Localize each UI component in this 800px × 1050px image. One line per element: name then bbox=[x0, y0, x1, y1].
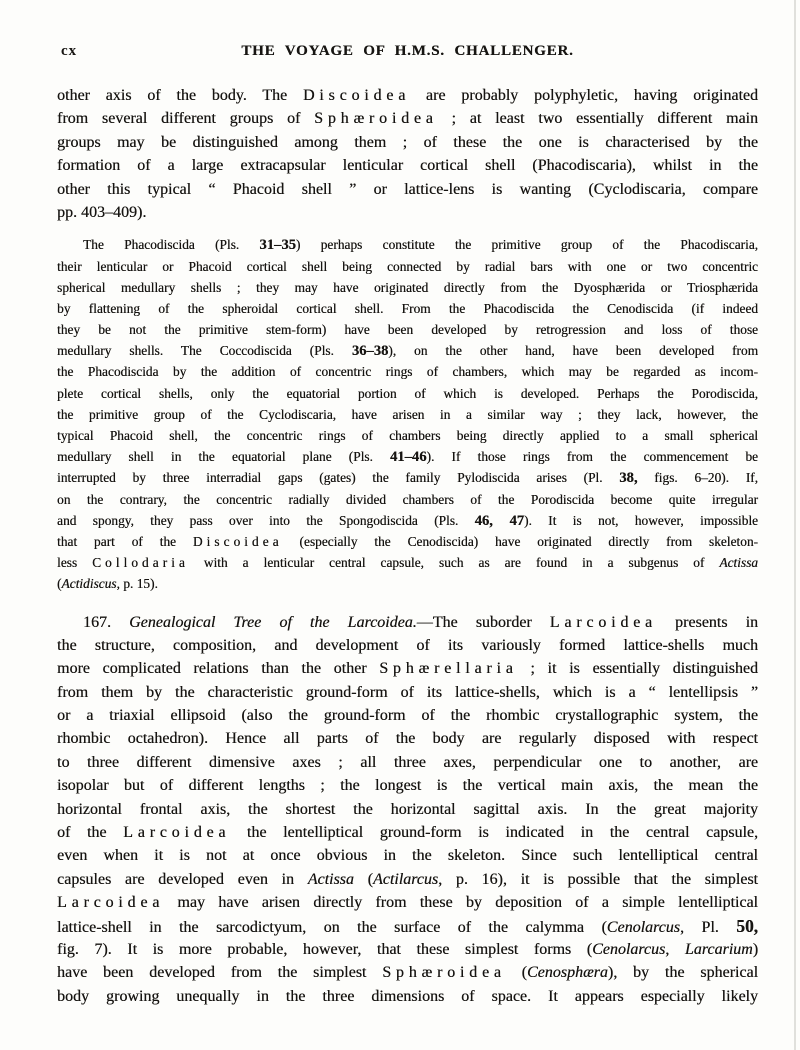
text-segment-spaced: Larcoidea bbox=[549, 613, 657, 631]
text-segment-bold: 46, 47 bbox=[474, 512, 525, 529]
text-line bbox=[57, 821, 758, 844]
text-segment: spherical medullary shells ; they may have originated directly from the Dyosphærida or Triosphærida bbox=[57, 279, 758, 295]
text-line bbox=[57, 868, 758, 891]
text-line bbox=[57, 425, 758, 446]
text-line bbox=[57, 340, 758, 361]
text-segment: and spongy, they pass over into the Spongodiscida (Pls. bbox=[57, 512, 475, 528]
text-segment: their lenticular or Phacoid cortical shell being connected by radial bars with one or two concentric bbox=[57, 258, 758, 274]
text-line bbox=[57, 657, 758, 680]
text-segment: ; it is essentially distinguished bbox=[517, 660, 759, 678]
text-segment: other this typical “ Phacoid shell ” or lattice-lens is wanting (Cyclodiscaria, compare bbox=[57, 180, 758, 198]
text-line bbox=[57, 467, 758, 488]
text-segment: fig. 7). It is more probable, however, that these simplest forms ( bbox=[57, 941, 593, 958]
text-segment-italic: Genealogical Tree of the Larcoidea. bbox=[129, 613, 417, 631]
text-segment-spaced: Discoidea bbox=[302, 87, 411, 104]
text-segment-italic: Cenolarcus bbox=[592, 941, 666, 958]
text-segment: the lentelliptical ground-form is indicated in the central capsule, bbox=[230, 824, 759, 842]
running-title: THE VOYAGE OF H.M.S. CHALLENGER. bbox=[241, 43, 574, 59]
text-segment: the structure, composition, and development of its variously formed lattice-shells much bbox=[57, 636, 758, 654]
text-segment: The Phacodiscida (Pls. bbox=[83, 237, 260, 253]
text-line bbox=[57, 844, 758, 867]
text-line bbox=[57, 154, 758, 177]
text-segment: of the bbox=[57, 824, 124, 842]
text-line bbox=[57, 277, 758, 298]
text-segment: ) bbox=[752, 941, 759, 958]
text-line bbox=[57, 510, 758, 531]
text-segment: ). It is not, however, impossible bbox=[524, 512, 758, 528]
text-line bbox=[57, 361, 758, 382]
paragraph bbox=[57, 611, 758, 1009]
text-segment-bold: 38, bbox=[619, 470, 638, 487]
text-line bbox=[57, 774, 758, 797]
paragraph bbox=[57, 84, 758, 224]
text-segment: from several different groups of bbox=[57, 110, 315, 128]
text-segment: rhombic octahedron). Hence all parts of the body are regularly disposed with respect bbox=[57, 730, 758, 748]
scan-edge-artifact bbox=[794, 0, 796, 1050]
text-segment: ) perhaps constitute the primitive group of the Phacodiscaria, bbox=[295, 237, 758, 253]
text-segment: are probably polyphyletic, having originated bbox=[410, 87, 758, 104]
text-segment: body growing unequally in the three dimensions of space. It appears especially likely bbox=[57, 987, 758, 1005]
text-segment: ), on the other hand, have been developed from bbox=[388, 343, 758, 359]
text-line bbox=[57, 938, 758, 961]
text-segment: they be not the primitive stem-form) have been developed by retrogression and loss of those bbox=[57, 322, 758, 338]
text-segment: to three different dimensive axes ; all three axes, perpendicular one to another, are bbox=[57, 753, 758, 771]
text-segment-bold: 41–46 bbox=[390, 449, 427, 466]
text-segment-italic: Actissa bbox=[307, 870, 354, 888]
text-line bbox=[57, 298, 758, 319]
text-segment-spaced: Sphæroidea bbox=[314, 110, 438, 128]
text-segment: medullary shells. The Coccodiscida (Pls. bbox=[57, 343, 352, 359]
text-segment: interrupted by three interradial gaps (gates) the family Pylodiscida arises (Pl. bbox=[57, 470, 620, 486]
text-segment: more complicated relations than the other bbox=[57, 660, 380, 678]
text-line bbox=[57, 727, 758, 750]
text-segment: , p. 15). bbox=[116, 576, 158, 592]
text-segment-bold: 31–35 bbox=[259, 237, 296, 254]
text-segment: plete cortical shells, only the equatorial portion of which is developed. Perhaps the Porodiscida, bbox=[57, 385, 758, 401]
text-segment: , bbox=[665, 941, 685, 958]
text-segment: ( bbox=[353, 870, 373, 888]
text-line bbox=[57, 131, 758, 154]
text-segment-italic: Actilarcus bbox=[372, 870, 439, 888]
text-segment: the primitive group of the Cyclodiscaria, have arisen in a similar way ; they lack, however, the bbox=[57, 406, 758, 422]
text-segment: ( bbox=[57, 576, 62, 592]
text-line bbox=[57, 985, 758, 1008]
text-segment-spaced: Larcoidea bbox=[57, 894, 165, 912]
text-line bbox=[57, 107, 758, 130]
text-line bbox=[57, 404, 758, 425]
text-segment-spaced: Larcoidea bbox=[123, 824, 231, 842]
text-segment: figs. 6–20). If, bbox=[637, 470, 758, 486]
text-segment: with a lenticular central capsule, such as are found in a subgenus of bbox=[188, 555, 720, 571]
text-segment: may have arisen directly from these by deposition of a simple lentelliptical bbox=[164, 894, 758, 912]
text-segment-spaced: Discoidea bbox=[192, 533, 283, 549]
text-line bbox=[57, 234, 758, 255]
text-line bbox=[57, 704, 758, 727]
text-line bbox=[57, 634, 758, 657]
text-segment: even when it is not at once obvious in the skeleton. Since such lentelliptical central bbox=[57, 847, 758, 865]
text-segment: by flattening of the spheroidal cortical shell. From the Phacodiscida the Cenodiscida (if indeed bbox=[57, 300, 758, 316]
text-segment-spaced: Collodaria bbox=[92, 555, 189, 571]
text-segment: capsules are developed even in bbox=[57, 870, 308, 888]
text-segment: pp. 403–409). bbox=[57, 203, 147, 221]
text-segment: horizontal frontal axis, the shortest the horizontal sagittal axis. In the great majority bbox=[57, 800, 758, 818]
text-segment-italic: Larcarium bbox=[684, 941, 753, 958]
text-segment: groups may be distinguished among them ; of these the one is characterised by the bbox=[57, 133, 758, 151]
text-segment: lattice-shell in the sarcodictyum, on the surface of the calymma ( bbox=[57, 918, 607, 936]
text-segment: isopolar but of different lengths ; the longest is the vertical main axis, the mean the bbox=[57, 777, 758, 795]
text-segment: ), by the spherical bbox=[607, 964, 759, 982]
text-line bbox=[57, 573, 758, 594]
text-line bbox=[57, 256, 758, 277]
page-header bbox=[57, 43, 758, 63]
text-segment-spaced: Sphæroidea bbox=[382, 964, 506, 982]
text-line bbox=[57, 915, 758, 938]
text-line bbox=[57, 552, 758, 573]
text-segment-spaced: Sphærellaria bbox=[379, 660, 518, 678]
text-segment: presents in bbox=[656, 613, 759, 631]
text-line bbox=[57, 383, 758, 404]
text-line bbox=[57, 681, 758, 704]
text-segment: ). If those rings from the commencement be bbox=[426, 449, 758, 465]
page-number: cx bbox=[61, 43, 78, 59]
text-segment: ; at least two essentially different main bbox=[437, 110, 758, 128]
text-segment: the Phacodiscida by the addition of concentric rings of chambers, which may be regarded as incom- bbox=[57, 364, 758, 380]
text-line bbox=[57, 961, 758, 984]
text-segment: from them by the characteristic ground-form of its lattice-shells, which is a “ lentellipsis ” bbox=[57, 683, 758, 701]
text-segment-bold: 36–38 bbox=[351, 343, 389, 360]
page-body bbox=[57, 84, 758, 1008]
text-line bbox=[57, 201, 758, 224]
text-segment: have been developed from the simplest bbox=[57, 964, 383, 982]
text-segment-italic: Cenolarcus bbox=[606, 918, 680, 936]
text-line bbox=[57, 178, 758, 201]
text-segment: ( bbox=[505, 964, 527, 982]
text-line bbox=[57, 751, 758, 774]
text-segment: that part of the bbox=[57, 533, 193, 549]
text-line bbox=[57, 531, 758, 552]
text-line bbox=[57, 446, 758, 467]
text-segment: —The suborder bbox=[416, 613, 550, 631]
text-segment: formation of a large extracapsular lenticular cortical shell (Phacodiscaria), whilst in the bbox=[57, 157, 758, 175]
text-segment: other axis of the body. The bbox=[57, 87, 303, 104]
text-line bbox=[57, 319, 758, 340]
text-segment: 167. bbox=[83, 613, 130, 631]
text-segment-italic: Actissa bbox=[719, 555, 758, 571]
text-segment-italic: Cenosphæra bbox=[526, 964, 608, 982]
text-segment: , p. 16), it is possible that the simplest bbox=[438, 870, 759, 888]
text-line bbox=[57, 798, 758, 821]
paragraph bbox=[57, 234, 758, 594]
text-segment-italic: Actidiscus bbox=[61, 576, 117, 592]
text-segment: (especially the Cenodiscida) have originated directly from skeleton- bbox=[282, 533, 758, 549]
text-line bbox=[57, 489, 758, 510]
text-line bbox=[57, 891, 758, 914]
text-segment: less bbox=[57, 555, 93, 571]
text-segment-bold: 50, bbox=[736, 915, 759, 936]
text-segment: on the contrary, the concentric radially divided chambers of the Porodiscida become quite irregular bbox=[57, 491, 758, 507]
text-segment: medullary shell in the equatorial plane (Pls. bbox=[57, 449, 390, 465]
text-line bbox=[57, 611, 758, 634]
text-segment: or a triaxial ellipsoid (also the ground-form of the rhombic crystallographic system, the bbox=[57, 707, 758, 725]
text-segment: , Pl. bbox=[679, 918, 737, 936]
text-segment: typical Phacoid shell, the concentric rings of chambers being directly applied to a small spherical bbox=[57, 428, 758, 444]
text-line bbox=[57, 84, 758, 107]
